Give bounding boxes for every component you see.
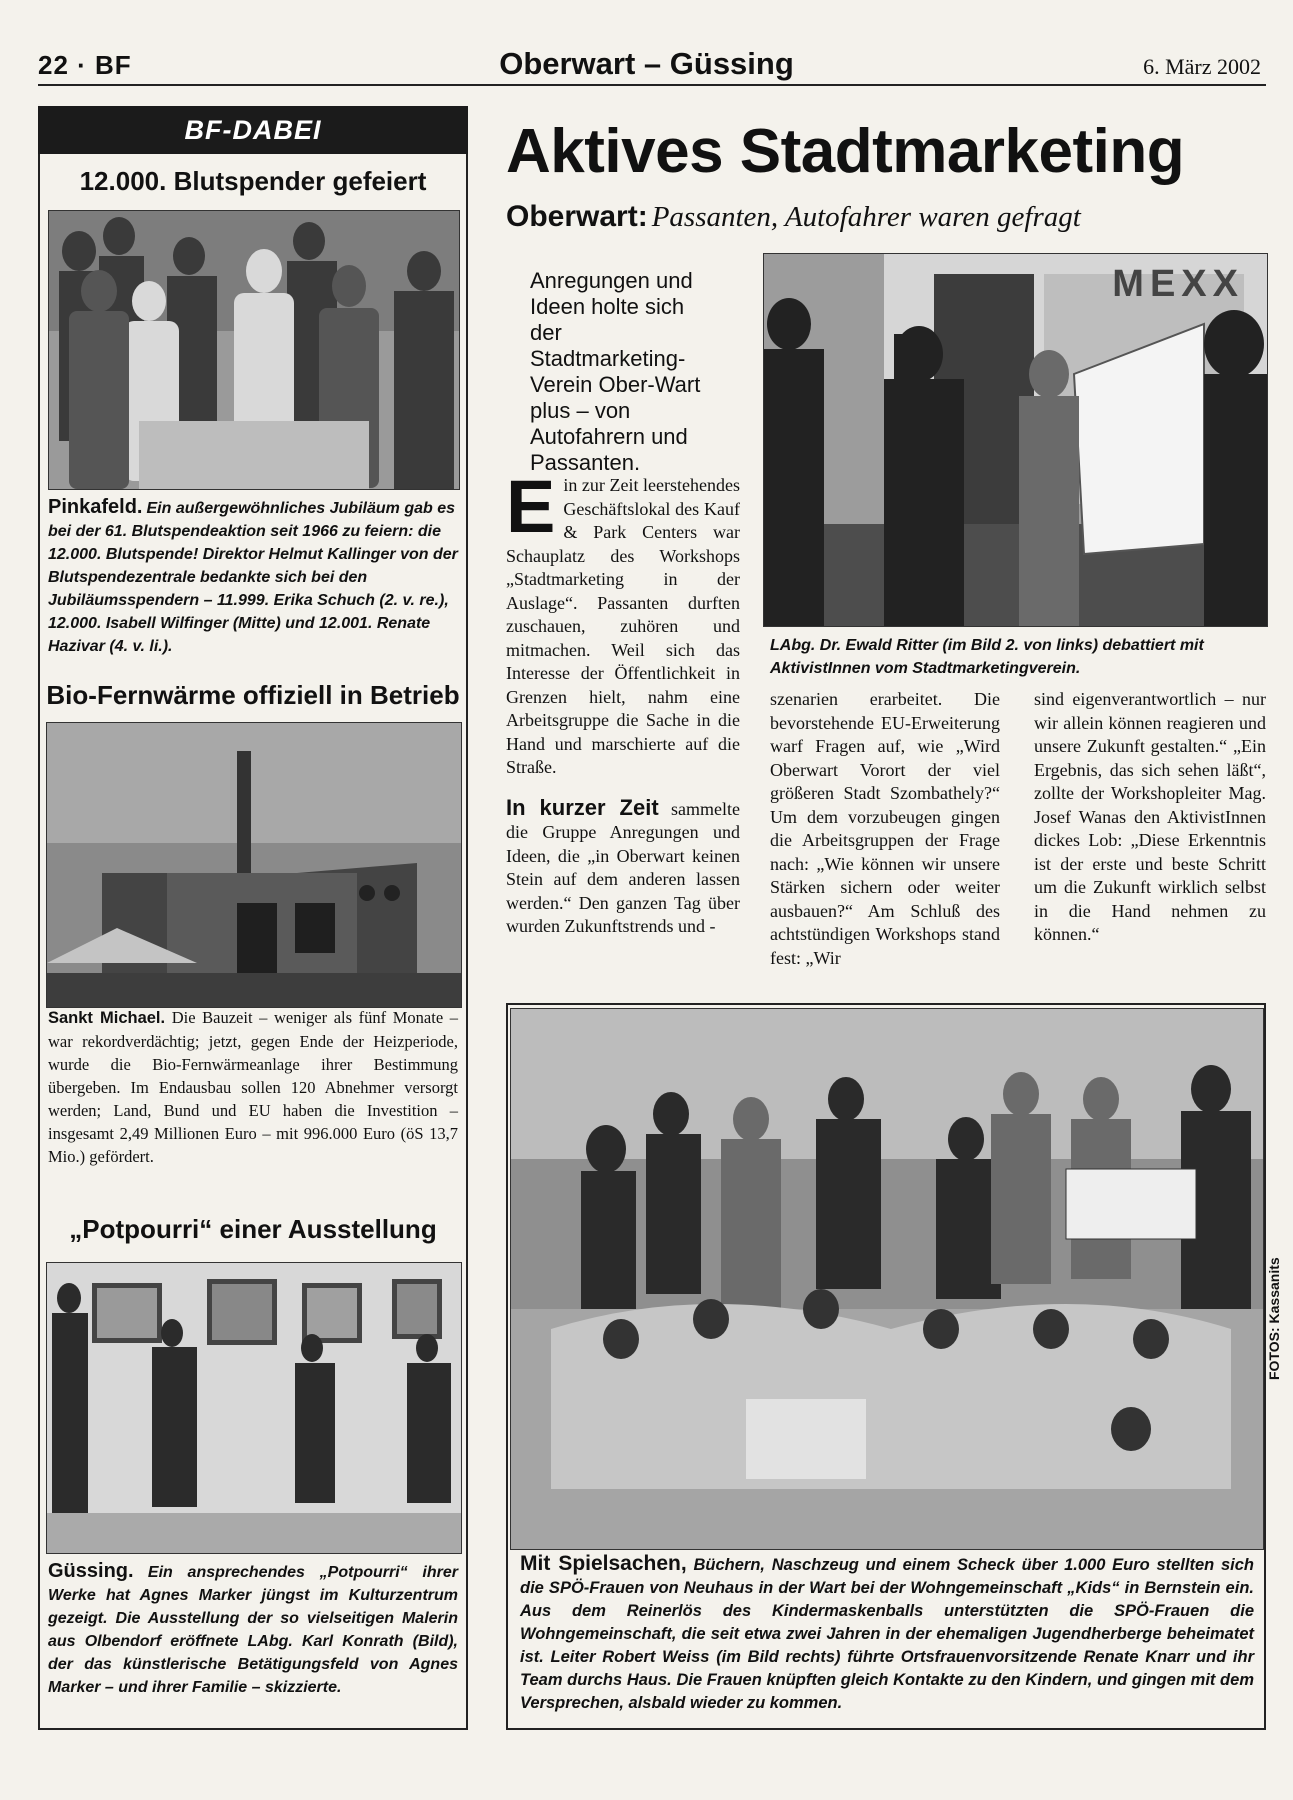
col3-text: sind eigenverantwortlich – nur wir allein können reagieren und unsere Zukunft gestalten.“ „Ein Ergebnis, das sich sehen läßt“, zollte der Workshopleiter Mag. Josef Wanas den AktivistInnen dickes Lob: „Diese Erkenntnis ist der erste und beste Schritt um die Zukunft wirklich selbst in die Hand nehmen zu können.“ bbox=[1034, 689, 1266, 944]
photo-credit: FOTOS: Kassanits bbox=[1266, 1257, 1282, 1380]
article-column-3 bbox=[1034, 688, 1266, 947]
bf-dabei-banner: BF-DABEI bbox=[38, 106, 468, 154]
caption-text: Ein ansprechendes „Potpourri“ ihrer Werke hat Agnes Marker jüngst im Kulturzentrum gezeigt. Die Ausstellung der so vielseitigen Malerin aus Olbendorf eröffnete LAbg. Karl Konrath (Bild), der das künstlerische Betätigungsfeld von Agnes Marker – und ihrer Familie – skizzierte. bbox=[48, 1564, 458, 1696]
story-title-blutspender: 12.000. Blutspender gefeiert bbox=[79, 166, 427, 196]
kicker-text: Passanten, Autofahrer waren gefragt bbox=[651, 201, 1081, 233]
article-column-1 bbox=[506, 465, 741, 939]
caption-lead: Mit Spielsachen, bbox=[520, 1552, 687, 1575]
caption-fernwaerme bbox=[48, 1006, 458, 1168]
caption-wohngemeinschaft bbox=[520, 1552, 1254, 1715]
headline-kicker bbox=[506, 200, 1266, 234]
photo-exhibition bbox=[46, 1262, 462, 1554]
kicker-place: Oberwart: bbox=[506, 200, 648, 233]
caption-stadtmarketing: LAbg. Dr. Ewald Ritter (im Bild 2. von links) debattiert mit AktivistInnen vom Stadtmarketingverein. bbox=[770, 637, 1204, 677]
article-column-2 bbox=[770, 688, 1000, 970]
section-title: Oberwart – Güssing bbox=[499, 46, 794, 81]
caption-text: Ein außergewöhnliches Jubiläum gab es bei der 61. Blutspendeaktion seit 1966 zu feiern: die 12.000. Blutspende! Direktor Helmut Kallinger von der Blutspendezentrale bedankte sich bei den Jubiläumsspendern – 11.999. Erika Schuch (2. v. re.), 12.000. Isabell Wilfinger (Mitte) und 12.001. Renate Hazivar (4. v. li.). bbox=[48, 500, 458, 655]
caption-place: Güssing. bbox=[48, 1560, 134, 1582]
teaser-text: Anregungen und Ideen holte sich der Stadtmarketing-Verein Ober-Wart plus – von Autofahrern und Passanten. bbox=[530, 268, 701, 475]
caption-text: Büchern, Naschzeug und einem Scheck über 1.000 Euro stellten sich die SPÖ-Frauen von Neuhaus in der Wart bei der Wohngemeinschaft „Kids“ in Bernstein ein. Aus dem Reinerlös des Kindermaskenballs unterstützten die SPÖ-Frauen die Wohngemeinschaft, die seit etwa zwei Jahren in der ehemaligen Jugendherberge beheimatet ist. Leiter Robert Weiss (im Bild rechts) führte Ortsfrauenvorsitzende Renate Knarr und ihr Team durchs Haus. Die Frauen knüpften gleich Kontakte zu den Kindern, und gingen mit dem Versprechen, alsbald wieder zu kommen. bbox=[520, 1556, 1254, 1712]
main-headline: Aktives Stadtmarketing bbox=[506, 117, 1185, 186]
caption-blutspender bbox=[48, 496, 458, 658]
caption-text: Die Bauzeit – weniger als fünf Monate – war rekordverdächtig; jetzt, gegen Ende der Heizperiode, wurde die Bio-Fernwärmeanlage ihrer Bestimmung übergeben. Im Endausbau sollen 120 Abnehmer versorgt werden; Land, Bund und EU haben die Investition – insgesamt 2,49 Millionen Euro – mit 996.000 Euro (öS 13,7 Mio.) gefördert. bbox=[48, 1008, 459, 1166]
issue-date: 6. März 2002 bbox=[1143, 54, 1261, 79]
story-title-fernwaerme: Bio-Fernwärme offiziell in Betrieb bbox=[46, 680, 460, 710]
col1-text: in zur Zeit leerstehendes Geschäftslokal des Kauf & Park Centers war Schauplatz des Workshops „Stadtmarketing in der Auslage“. Passanten durften zuschauen, zuhören und mitmachen. Weil sich das Interesse der Öffentlichkeit in Grenzen hielt, nahm eine Arbeitsgruppe die Sache in die Hand und marschierte auf die Straße. bbox=[506, 475, 740, 777]
photo-stadtmarketing bbox=[763, 253, 1268, 627]
photo-heating-plant bbox=[46, 722, 462, 1008]
photo-wohngemeinschaft bbox=[510, 1008, 1264, 1550]
header-rule bbox=[38, 84, 1266, 86]
svg-text:MEXX: MEXX bbox=[1112, 263, 1244, 305]
caption-place: Pinkafeld. bbox=[48, 496, 143, 518]
col2-text: szenarien erarbeitet. Die bevorstehende EU-Erweiterung warf Fragen auf, wie „Wird Oberwart Vorort der viel größeren Stadt Szombathely?“ Um dem vorzubeugen gingen die Arbeitsgruppen der Frage nach: „Wie können wir unsere Stärken sichern oder weiter ausbauen?“ Am Schluß des achtstündigen Workshops stand fest: „Wir bbox=[770, 689, 1000, 968]
story-title-potpourri: „Potpourri“ einer Ausstellung bbox=[69, 1214, 437, 1244]
shop-sign bbox=[1112, 263, 1244, 305]
col1-text2: sammelte die Gruppe Anregungen und Ideen, die „in Oberwart keinen Stein auf dem anderen lassen werden.“ Den ganzen Tag über wurden Zukunftstrends und - bbox=[506, 798, 741, 936]
col1-subhead: In kurzer Zeit bbox=[506, 794, 659, 820]
page-number: 22 · BF bbox=[38, 50, 132, 80]
caption-potpourri bbox=[48, 1560, 458, 1699]
drop-cap: E bbox=[506, 465, 556, 548]
photo-blood-donors bbox=[48, 210, 460, 490]
caption-place: Sankt Michael. bbox=[48, 1009, 166, 1027]
